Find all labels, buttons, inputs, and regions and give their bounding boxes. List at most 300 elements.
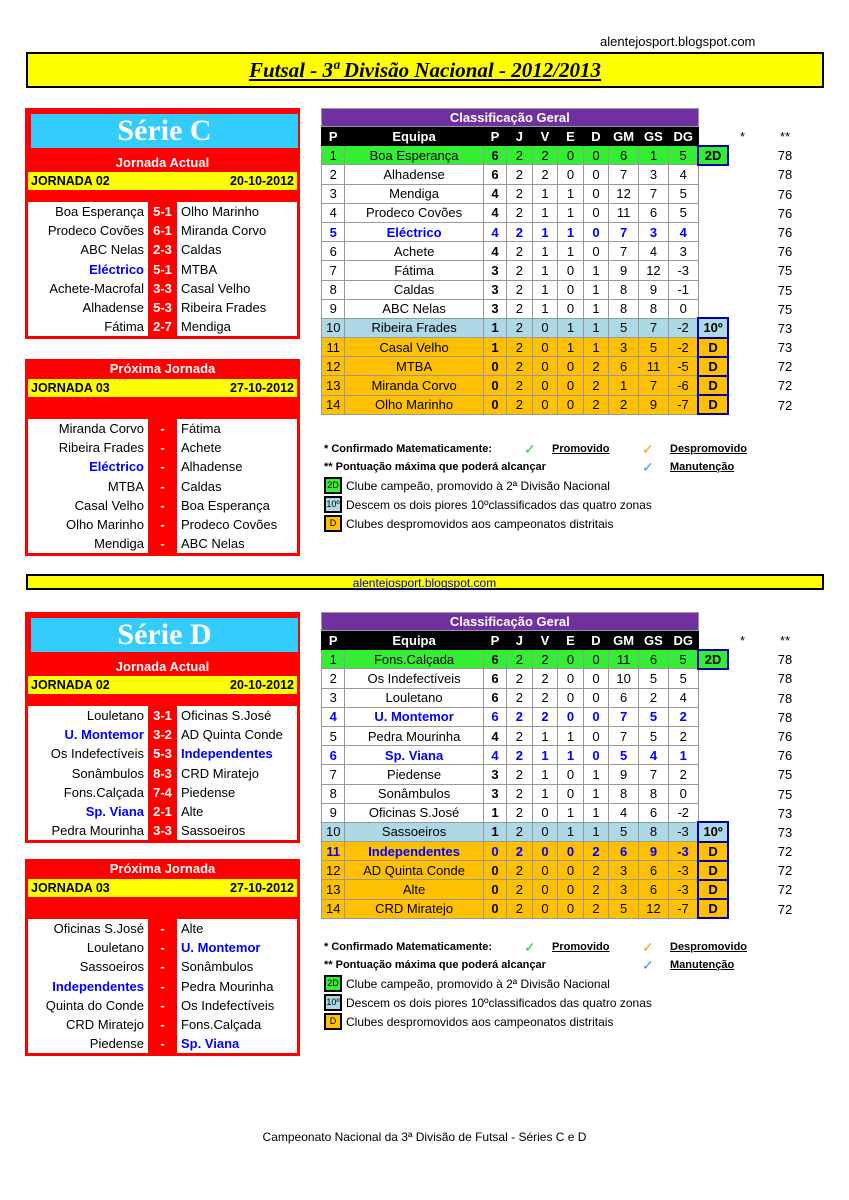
stat-gs: 4: [639, 746, 669, 765]
stat-d: 1: [583, 261, 609, 280]
max-points-row: [740, 165, 800, 184]
team-name: Boa Esperança: [345, 146, 483, 165]
stat-e: 0: [558, 650, 584, 669]
away-team: CRD Miratejo: [181, 765, 260, 781]
stat-d: 1: [583, 338, 609, 357]
confirmed-cell: [740, 165, 770, 184]
stat-d: 1: [583, 765, 609, 784]
status-marker: 10º: [698, 822, 728, 841]
max-points: 72: [777, 844, 793, 860]
stat-j: 2: [507, 280, 533, 299]
legend-text-d: Clubes despromovidos aos campeonatos distritais: [346, 1014, 614, 1029]
game-row: [28, 477, 297, 496]
max-points-row: [740, 319, 800, 338]
legend-box-10: 10º: [324, 994, 342, 1011]
stat-e: 0: [558, 880, 584, 899]
game-row: [28, 317, 297, 336]
serie-d-extra-cols: [740, 631, 800, 919]
status-marker: 10º: [698, 318, 728, 337]
games-list: [25, 202, 300, 339]
team-name: Os Indefectíveis: [345, 669, 483, 688]
check-green-icon: ✓: [524, 440, 536, 457]
stat-gs: 9: [639, 395, 669, 414]
check-green-icon: ✓: [524, 938, 536, 955]
status-marker: [698, 222, 728, 241]
next-games-list: [25, 419, 300, 556]
confirmed-cell: [740, 650, 770, 669]
max-points: 75: [777, 282, 793, 298]
max-points: 73: [777, 340, 793, 356]
home-team: Casal Velho: [74, 497, 144, 513]
away-team: Sassoeiros: [181, 823, 246, 839]
team-name: Sassoeiros: [345, 822, 483, 841]
stat-e: 0: [558, 146, 584, 165]
max-points: 72: [777, 901, 793, 917]
stat-p: 7: [322, 765, 345, 784]
confirmed-cell: [740, 746, 770, 765]
game-row: [28, 725, 297, 744]
status-marker: [698, 299, 728, 318]
team-name: AD Quinta Conde: [345, 861, 483, 880]
stat-e: 0: [558, 165, 584, 184]
max-points: 78: [777, 671, 793, 687]
jornada-next-bar: [25, 879, 300, 897]
home-team: Fátima: [104, 319, 144, 335]
stat-v: 1: [532, 184, 558, 203]
home-team: Fons.Calçada: [63, 784, 144, 800]
game-row: [28, 202, 297, 221]
stat-gs: 3: [639, 165, 669, 184]
game-row: [28, 221, 297, 240]
jornada-current-label: JORNADA 02: [31, 174, 110, 188]
legend-pontuacao: ** Pontuação máxima que poderá alcançar: [324, 461, 546, 473]
serie-d-legend: [324, 938, 784, 1031]
stat-gs: 5: [639, 338, 669, 357]
column-header: J: [507, 631, 533, 650]
stat-dg: 4: [668, 165, 698, 184]
score: -: [148, 938, 177, 957]
stat-dg: 0: [668, 784, 698, 803]
legend-confirmado: * Confirmado Matematicamente:: [324, 443, 493, 455]
table-row: [322, 688, 729, 707]
table-row: [322, 899, 729, 918]
table-row: [322, 861, 729, 880]
legend-box-2d: 2D: [324, 975, 342, 992]
stat-e: 0: [558, 357, 584, 376]
stat-dg: -6: [668, 376, 698, 395]
stat-v: 0: [532, 880, 558, 899]
game-row: [28, 279, 297, 298]
column-header: D: [583, 631, 609, 650]
stat-gs: 7: [639, 184, 669, 203]
stat-gs: 8: [639, 299, 669, 318]
stat-pts: 3: [483, 280, 506, 299]
serie-d-standings: [321, 612, 729, 919]
stat-p: 12: [322, 861, 345, 880]
max-points: 76: [777, 748, 793, 764]
stat-j: 2: [507, 669, 533, 688]
separator: [25, 190, 300, 202]
stat-gm: 6: [609, 842, 639, 861]
serie-c-legend: [324, 440, 784, 533]
stat-j: 2: [507, 242, 533, 261]
status-marker: 2D: [698, 650, 728, 669]
blank-cell: [698, 631, 728, 650]
away-team: Mendiga: [181, 319, 231, 335]
stat-j: 2: [507, 376, 533, 395]
table-row: [322, 842, 729, 861]
table-row: [322, 299, 729, 318]
serie-d-games-panel: [25, 612, 300, 843]
status-marker: [698, 242, 728, 261]
score: 2-7: [148, 317, 177, 336]
score: 3-3: [148, 821, 177, 840]
stat-d: 1: [583, 822, 609, 841]
stat-d: 0: [583, 165, 609, 184]
away-team: Alte: [181, 921, 204, 936]
stat-d: 0: [583, 726, 609, 745]
serie-c-header: [25, 108, 300, 154]
confirmed-cell: [740, 880, 770, 899]
stat-pts: 6: [483, 650, 506, 669]
home-team: Pedra Mourinha: [51, 823, 144, 839]
legend-row-10: [324, 993, 784, 1012]
column-header: E: [558, 127, 584, 146]
max-points-row: [740, 861, 800, 880]
stat-e: 0: [558, 765, 584, 784]
score: 5-1: [148, 202, 177, 221]
legend-box-d: D: [324, 1013, 342, 1030]
away-team: Prodeco Covões: [181, 516, 278, 532]
legend-row-2d: [324, 974, 784, 993]
column-header: GM: [609, 631, 639, 650]
stat-v: 1: [532, 299, 558, 318]
table-row: [322, 261, 729, 280]
stat-gm: 12: [609, 184, 639, 203]
stat-v: 0: [532, 318, 558, 337]
home-team: Quinta do Conde: [45, 997, 144, 1013]
stat-e: 1: [558, 726, 584, 745]
away-team: AD Quinta Conde: [181, 727, 283, 743]
jornada-next-bar: [25, 379, 300, 397]
stat-gm: 8: [609, 280, 639, 299]
jornada-next-date: 27-10-2012: [230, 881, 294, 895]
home-team: U. Montemor: [64, 727, 144, 743]
stat-j: 2: [507, 357, 533, 376]
max-points-row: [740, 204, 800, 223]
stat-dg: 2: [668, 707, 698, 726]
confirmed-cell: [740, 261, 770, 280]
stat-j: 2: [507, 822, 533, 841]
stat-dg: -5: [668, 357, 698, 376]
stat-j: 2: [507, 803, 533, 822]
stat-gm: 8: [609, 299, 639, 318]
stat-gm: 7: [609, 242, 639, 261]
stat-j: 2: [507, 165, 533, 184]
stat-pts: 3: [483, 261, 506, 280]
stat-d: 0: [583, 707, 609, 726]
stat-e: 0: [558, 688, 584, 707]
stat-v: 0: [532, 803, 558, 822]
legend-box-10: 10º: [324, 496, 342, 513]
stat-pts: 1: [483, 822, 506, 841]
team-name: Achete: [345, 242, 483, 261]
stat-d: 0: [583, 146, 609, 165]
team-name: Mendiga: [345, 184, 483, 203]
status-marker: D: [698, 880, 728, 899]
max-points: 72: [777, 882, 793, 898]
stat-p: 8: [322, 784, 345, 803]
game-row: [28, 802, 297, 821]
stat-j: 2: [507, 184, 533, 203]
score: -: [148, 457, 177, 476]
stat-v: 0: [532, 899, 558, 918]
stat-p: 3: [322, 688, 345, 707]
table-row: [322, 203, 729, 222]
stat-gs: 7: [639, 318, 669, 337]
game-row: [28, 496, 297, 515]
table-row: [322, 822, 729, 841]
stat-p: 2: [322, 669, 345, 688]
stat-v: 1: [532, 784, 558, 803]
away-team: Fons.Calçada: [181, 1016, 262, 1032]
stat-d: 2: [583, 842, 609, 861]
separator: [25, 694, 300, 706]
stat-v: 0: [532, 357, 558, 376]
table-row: [322, 242, 729, 261]
status-marker: D: [698, 395, 728, 414]
stat-e: 1: [558, 203, 584, 222]
confirmed-cell: [740, 823, 770, 842]
table-row: [322, 784, 729, 803]
confirmed-cell: [740, 242, 770, 261]
score: -: [148, 977, 177, 996]
score: 5-3: [148, 744, 177, 763]
max-points-row: [740, 185, 800, 204]
max-points: 73: [777, 824, 793, 840]
column-header: GS: [639, 127, 669, 146]
stat-v: 2: [532, 146, 558, 165]
away-team: Sonâmbulos: [181, 959, 254, 975]
stat-pts: 3: [483, 784, 506, 803]
jornada-next-date: 27-10-2012: [230, 381, 294, 395]
stat-d: 0: [583, 669, 609, 688]
status-marker: D: [698, 842, 728, 861]
max-points-row: [740, 727, 800, 746]
jornada-current-bar: [25, 172, 300, 190]
stat-j: 2: [507, 650, 533, 669]
status-marker: [698, 726, 728, 745]
legend-text-10: Descem os dois piores 10ºclassificados das quatro zonas: [346, 995, 652, 1010]
legend-row-confirm: [324, 938, 784, 956]
stat-dg: -3: [668, 822, 698, 841]
home-team: Eléctrico: [89, 459, 144, 475]
stat-e: 0: [558, 784, 584, 803]
max-points: 76: [777, 186, 793, 202]
stat-gs: 7: [639, 765, 669, 784]
stat-j: 2: [507, 222, 533, 241]
stat-gm: 6: [609, 357, 639, 376]
stat-gs: 5: [639, 707, 669, 726]
stat-p: 13: [322, 376, 345, 395]
score: 8-3: [148, 764, 177, 783]
stat-dg: 4: [668, 688, 698, 707]
double-star-header: **: [779, 129, 791, 144]
stat-dg: -7: [668, 899, 698, 918]
blog-url-top: alentejosport.blogspot.com: [600, 34, 756, 49]
away-team: Ribeira Frades: [181, 299, 267, 315]
max-points-row: [740, 242, 800, 261]
stat-j: 2: [507, 203, 533, 222]
stat-v: 0: [532, 395, 558, 414]
max-points-row: [740, 900, 800, 919]
stat-e: 0: [558, 299, 584, 318]
stat-e: 1: [558, 803, 584, 822]
stat-dg: 5: [668, 669, 698, 688]
stat-gs: 11: [639, 357, 669, 376]
stat-j: 2: [507, 765, 533, 784]
team-name: Pedra Mourinha: [345, 726, 483, 745]
max-points-row: [740, 281, 800, 300]
blank-cell: [698, 613, 728, 631]
team-name: U. Montemor: [345, 707, 483, 726]
stat-gm: 3: [609, 861, 639, 880]
legend-row-d: [324, 1012, 784, 1031]
stat-pts: 3: [483, 765, 506, 784]
max-points-row: [740, 357, 800, 376]
jornada-current-date: 20-10-2012: [230, 174, 294, 188]
home-team: Sassoeiros: [79, 959, 144, 975]
serie-c-next-panel: [25, 359, 300, 556]
legend-text-10: Descem os dois piores 10ºclassificados das quatro zonas: [346, 497, 652, 512]
stat-p: 6: [322, 242, 345, 261]
stat-d: 0: [583, 203, 609, 222]
extra-header: [740, 631, 800, 650]
check-blue-icon: ✓: [642, 458, 654, 475]
stat-j: 2: [507, 861, 533, 880]
jornada-current-label: JORNADA 02: [31, 678, 110, 692]
stat-gs: 6: [639, 861, 669, 880]
stat-p: 12: [322, 357, 345, 376]
stat-v: 1: [532, 222, 558, 241]
score: -: [148, 419, 177, 438]
score: -: [148, 534, 177, 553]
stat-p: 4: [322, 707, 345, 726]
home-team: MTBA: [107, 478, 144, 494]
team-name: Alhadense: [345, 165, 483, 184]
score: -: [148, 496, 177, 515]
proxima-jornada-label: Próxima Jornada: [25, 359, 300, 379]
page-title: Futsal - 3ª Divisão Nacional - 2012/2013: [26, 52, 824, 88]
stat-gm: 3: [609, 338, 639, 357]
max-points: 73: [777, 805, 793, 821]
column-header: V: [532, 631, 558, 650]
legend-row-10: [324, 495, 784, 514]
max-points-row: [740, 746, 800, 765]
stat-v: 2: [532, 688, 558, 707]
stat-gm: 1: [609, 376, 639, 395]
team-name: Sonâmbulos: [345, 784, 483, 803]
score: 3-1: [148, 706, 177, 725]
stat-gs: 5: [639, 726, 669, 745]
away-team: Piedense: [181, 784, 236, 800]
max-points-row: [740, 708, 800, 727]
confirmed-cell: [740, 669, 770, 688]
stat-pts: 4: [483, 242, 506, 261]
table-row: [322, 222, 729, 241]
away-team: Alte: [181, 803, 204, 819]
max-points-row: [740, 785, 800, 804]
home-team: Mendiga: [94, 536, 144, 552]
status-marker: [698, 669, 728, 688]
game-row: [28, 783, 297, 802]
classificacao-header: [322, 109, 729, 127]
stat-dg: 2: [668, 765, 698, 784]
stat-gs: 6: [639, 803, 669, 822]
stat-pts: 4: [483, 184, 506, 203]
max-points: 78: [777, 167, 793, 183]
home-team: Ribeira Frades: [58, 440, 144, 456]
away-team: Pedra Mourinha: [181, 978, 274, 994]
table-row: [322, 669, 729, 688]
max-points-row: [740, 842, 800, 861]
stat-pts: 4: [483, 222, 506, 241]
stat-e: 0: [558, 842, 584, 861]
confirmed-cell: [740, 376, 770, 395]
team-name: CRD Miratejo: [345, 899, 483, 918]
max-points: 76: [777, 244, 793, 260]
stat-pts: 6: [483, 165, 506, 184]
stat-pts: 0: [483, 899, 506, 918]
status-marker: [698, 765, 728, 784]
stat-gm: 8: [609, 784, 639, 803]
table-row: [322, 318, 729, 337]
separator: [25, 897, 300, 919]
stat-v: 0: [532, 861, 558, 880]
star-header: *: [740, 129, 746, 144]
confirmed-cell: [740, 223, 770, 242]
home-team: Miranda Corvo: [58, 421, 144, 436]
confirmed-cell: [740, 689, 770, 708]
max-points-row: [740, 146, 800, 165]
stat-gs: 8: [639, 822, 669, 841]
team-name: Caldas: [345, 280, 483, 299]
confirmed-cell: [740, 204, 770, 223]
max-points-row: [740, 804, 800, 823]
stat-gs: 6: [639, 650, 669, 669]
jornada-actual-label: Jornada Actual: [25, 658, 300, 676]
stat-j: 2: [507, 688, 533, 707]
column-header: E: [558, 631, 584, 650]
stat-p: 10: [322, 318, 345, 337]
check-blue-icon: ✓: [642, 956, 654, 973]
game-row: [28, 919, 297, 938]
max-points-row: [740, 765, 800, 784]
status-marker: [698, 784, 728, 803]
blog-url-mid[interactable]: alentejosport.blogspot.com: [352, 576, 497, 590]
stat-gs: 4: [639, 242, 669, 261]
column-header: P: [483, 631, 506, 650]
legend-text-d: Clubes despromovidos aos campeonatos distritais: [346, 516, 614, 531]
stat-e: 1: [558, 242, 584, 261]
stat-dg: -3: [668, 261, 698, 280]
max-points-row: [740, 650, 800, 669]
game-row: [28, 457, 297, 476]
stat-pts: 3: [483, 299, 506, 318]
confirmed-cell: [740, 861, 770, 880]
stat-gs: 5: [639, 669, 669, 688]
stat-p: 5: [322, 726, 345, 745]
